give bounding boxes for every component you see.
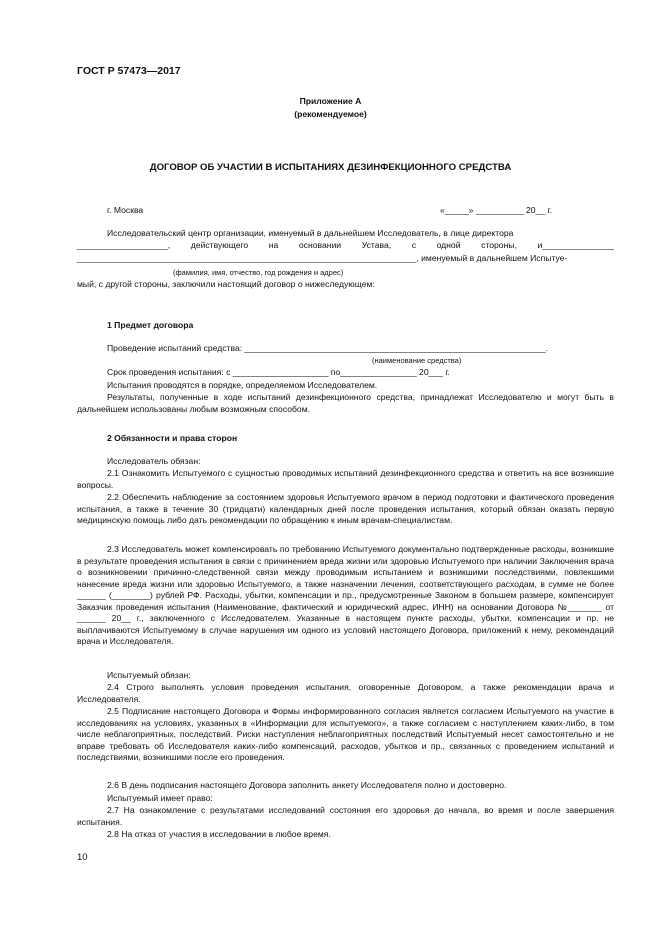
subject-rights: Испытуемый имеет право: [107, 793, 213, 803]
clause-2-3: 2.3 Исследователь может компенсировать по требованию Испытуемого документально подтвержденные расходы, возникшие в результате проведения испытания в связи с причинением вреда жизни или здоровью Испытуемого при наличии Заключения врача о возникновении причинно-следственной связи между проводимым испытанием и возникшими последствиями, повлекшими нанесение вреда жизни или здоровью Испытуемого, а также назначении лечения, соответствующего расходам, в сумме не более ______ (________) рублей РФ. Расходы, убытки, компенсации и пр., предусмотренные Законом в большем размере, компенсирует Заказчик проведения испытания (Наименование, фактический и юридический адрес, ИНН) на основании Договора №_______ от ______ 20__ г., заключенного с Исследователем. Указанные в настоящем пункте расходы, убытки, компенсации и пр. не выплачиваются Испытуемому в случае нарушения им одного из условий настоящего Договора, приложений к нему, рекомендаций врача и Исследователя. [77, 544, 614, 646]
preamble-line-4: мый, с другой стороны, заключили настоящий договор о нижеследующем: [77, 279, 375, 289]
clause-2-5: 2.5 Подписание настоящего Договора и Формы информированного согласия является согласием Испытуемого на участие в исследованиях на условиях, указанных в «Информации для испытуемого», а также согласием с наступлением каких-либо, в том числе неблагоприятных, последствий. Риски наступления неблагоприятных последствий Испытуемый несет самостоятельно и не вправе требовать об Исследователя каких-либо компенсаций, расходов, убытков и пр., связанных с проведением испытаний и последствиями, возникшими после его проведения. [77, 706, 614, 762]
subject-blank: и_______________ [537, 240, 614, 250]
word: действующего [190, 240, 249, 250]
clause-2-1: 2.1 Ознакомить Испытуемого с сущностью проводимых испытаний дезинфекционного средства и ответить на все возникшие вопросы. [77, 468, 614, 490]
document-code: ГОСТ Р 57473—2017 [77, 65, 181, 77]
section-1-caption: (наименование средства) [372, 356, 462, 365]
section-2-heading: 2 Обязанности и права сторон [107, 433, 238, 443]
appendix-title: Приложение А [299, 96, 362, 106]
preamble-line-2 [77, 240, 614, 252]
clause-2-4: 2.4 Строго выполнять условия проведения испытания, оговоренные Договором, а также рекомендации врача и Исследователя. [77, 682, 614, 704]
word: Устава, [361, 240, 392, 250]
word: стороны, [481, 240, 517, 250]
preamble-line-1: Исследовательский центр организации, именуемый в дальнейшем Исследователь, в лице директора [107, 228, 514, 238]
page-number: 10 [77, 852, 88, 863]
contract-title: ДОГОВОР ОБ УЧАСТИИ В ИСПЫТАНИЯХ ДЕЗИНФЕКЦИОННОГО СРЕДСТВА [149, 162, 512, 173]
section-1-line-3: Испытания проводятся в порядке, определяемом Исследователем. [107, 380, 378, 390]
appendix-subtitle: (рекомендуемое) [294, 109, 367, 119]
section-1-line-2: Срок проведения испытания: с ____________________ по________________ 20___ г. [107, 367, 450, 377]
researcher-obliged: Исследователь обязан: [107, 456, 201, 466]
clause-2-6: 2.6 В день подписания настоящего Договора заполнить анкету Исследователя полно и достоверно. [107, 780, 507, 790]
word: основании [298, 240, 342, 250]
preamble-caption: (фамилия, имя, отчество, год рождения и адрес) [173, 268, 344, 277]
word: с [411, 240, 416, 250]
word: одной [436, 240, 461, 250]
section-1-line-1: Проведение испытаний средства: _______________________________________________________________. [107, 343, 549, 353]
preamble-line-3: _______________________________________________________________________, именуемый в дальнейшем Испытуе- [77, 253, 568, 263]
place: г. Москва [107, 205, 144, 215]
clause-2-8: 2.8 На отказ от участия в исследовании в любое время. [107, 829, 331, 839]
date-line: «_____» __________ 20__ г. [440, 205, 553, 215]
section-1-heading: 1 Предмет договора [107, 320, 194, 330]
section-1-para: Результаты, полученные в ходе испытаний дезинфекционного средства, принадлежат Исследователю и могут быть в дальнейшем использованы любым возможным способом. [77, 392, 614, 414]
clause-2-7: 2.7 На ознакомление с результатами исследований состояния его здоровья до начала, во время и после завершения испытания. [77, 805, 614, 827]
word: на [268, 240, 279, 250]
subject-obliged: Испытуемый обязан: [107, 670, 191, 680]
director-blank: ___________________, [77, 240, 171, 250]
clause-2-2: 2.2 Обеспечить наблюдение за состоянием здоровья Испытуемого врачом в период подготовки и фактического проведения испытания, а также в течение 30 (тридцати) календарных дней после проведения испытания, который обязан оказать первую медицинскую помощь либо дать рекомендации по обращению к иным врачам-специалистам. [77, 492, 614, 525]
